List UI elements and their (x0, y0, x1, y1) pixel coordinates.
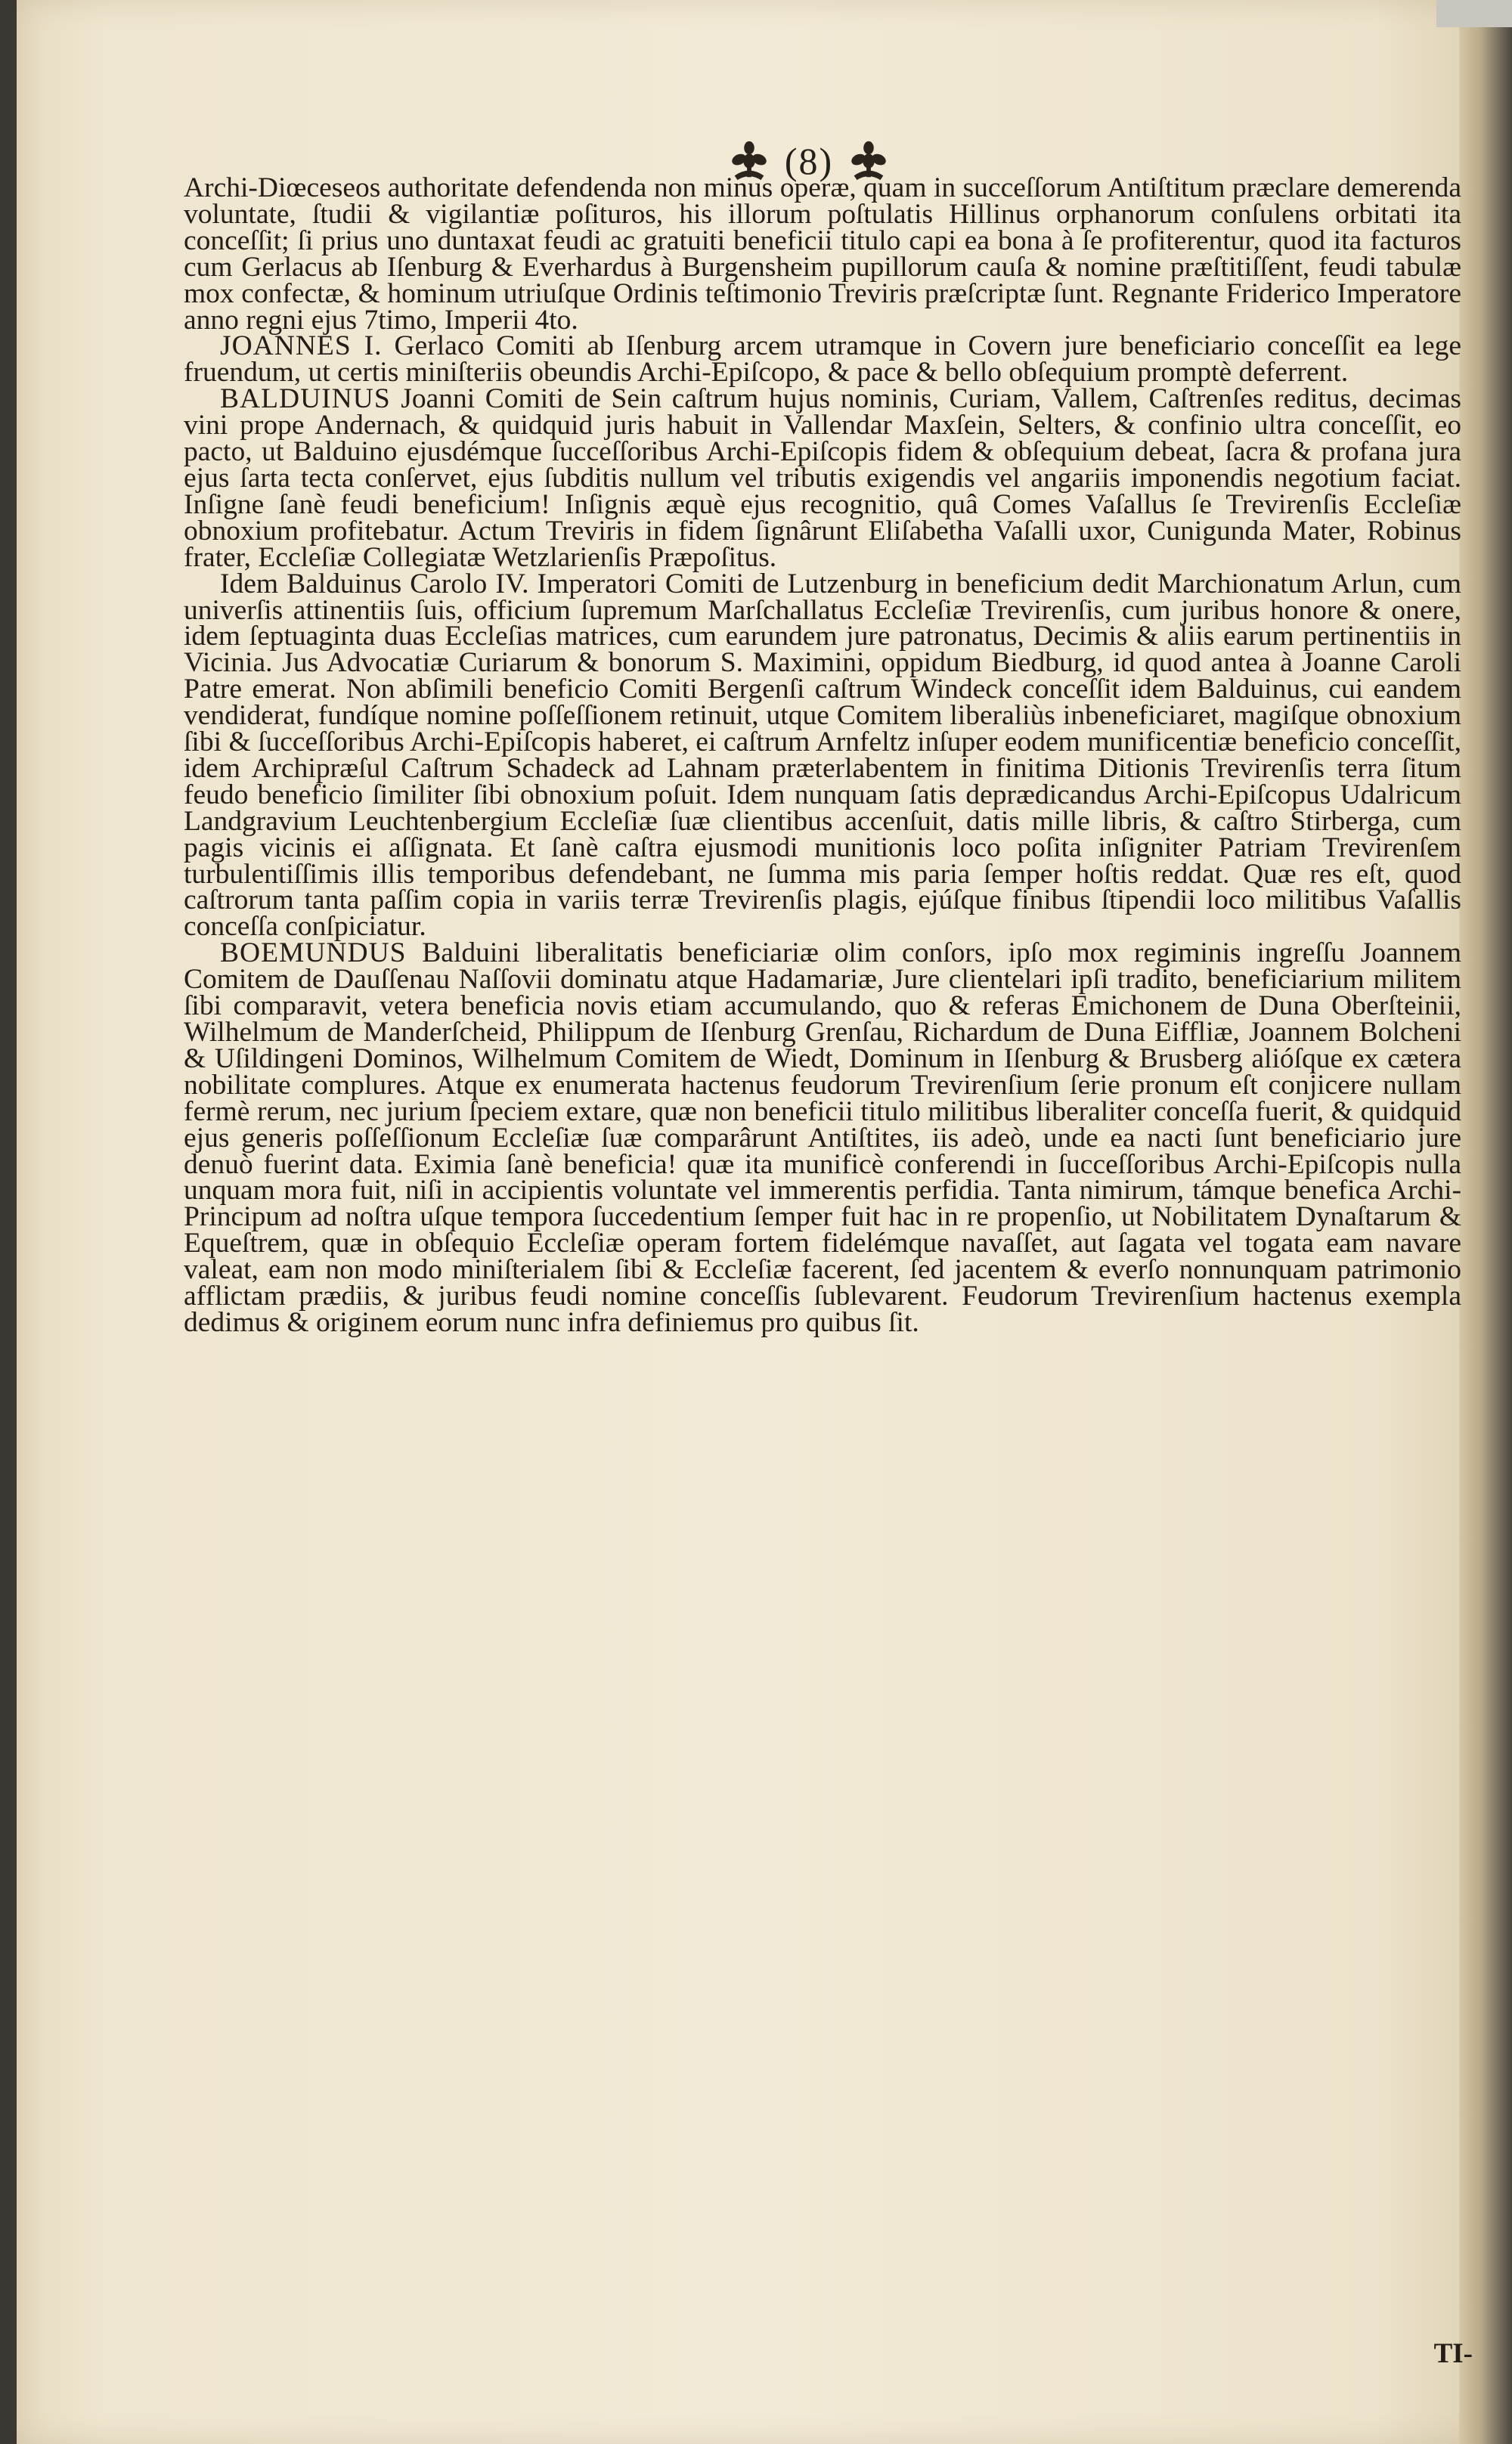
paragraph-text: Archi-Diœceseos authoritate defendenda non minus operæ, quam in succeſſorum Antiſtitum præclare demerenda voluntate, ſtudii & vigilantiæ poſituros, his illorum poſtulatis Hillinus orphanorum conſulens orbitati ita conceſſit; ſi prius uno duntaxat feudi ac gratuiti beneficii titulo capi ea bona à ſe profiterentur, quod ita facturos cum Gerlacus ab Iſenburg & Everhardus à Burgensheim pupillorum cauſa & nomine præſtitiſſent, feudi tabulæ mox confectæ, & hominum utriuſque Ordinis teſtimonio Treviris præſcriptæ ſunt. Regnante Friderico Imperatore anno regni ejus 7timo, Imperii 4to. (184, 172, 1461, 336)
catchword: TI- (1433, 2338, 1473, 2369)
paragraph-text: Idem Balduinus Carolo IV. Imperatori Comiti de Lutzenburg in beneficium dedit Marchionatum Arlun, cum univerſis attinentiis ſuis, officium ſupremum Marſchallatus Eccleſiæ Trevirenſis, cum juribus honore & onere, idem ſeptuaginta duas Eccleſias matrices, cum earundem jure patronatus, Decimis & aliis earum pertinentiis in Vicinia. Jus Advocatiæ Curiarum & bonorum S. Maximini, oppidum Biedburg, id quod antea à Joanne Caroli Patre emerat. Non abſimili beneficio Comiti Bergenſi caſtrum Windeck conceſſit idem Balduinus, cui eandem vendiderat, fundíque nomine poſſeſſionem retinuit, utque Comitem liberaliùs inbeneficiaret, magiſque obnoxium ſibi & ſucceſſoribus Archi-Epiſcopis haberet, ei caſtrum Arnfeltz inſuper eodem munificentiæ beneficio conceſſit, idem Archipræſul Caſtrum Schadeck ad Lahnam præterlabentem in finitima Ditionis Trevirenſis terra ſitum feudo beneficio ſimiliter ſibi obnoxium poſuit. Idem nunquam ſatis deprædicandus Archi-Epiſcopus Udalricum Landgravium Leuchtenbergium Eccleſiæ ſuæ clientibus accenſuit, datis mille libris, & caſtro Stirberga, cum pagis vicinis ei aſſignata. Et ſanè caſtra ejusmodi munitionis loco poſita inſigniter Patriam Trevirenſem turbulentiſſimis illis temporibus defendebant, ne ſumma mis paria ſemper hoſtis reddat. Quæ res eſt, quod caſtrorum tanta paſſim copia in variis terræ Trevirenſis plagis, ejúſque finibus ſtipendii loco militibus Vaſallis conceſſa conſpiciatur. (184, 568, 1461, 943)
paragraph (184, 568, 1461, 943)
paragraph (184, 330, 1462, 389)
paragraph-lead: JOANNES I. (220, 330, 383, 362)
scan-top-strip (1436, 0, 1512, 27)
body-text (184, 172, 1462, 1338)
page-number: (8) (784, 140, 834, 182)
paragraph-text: Gerlaco Comiti ab Iſenburg arcem utramque in Covern jure beneficiario conceſſit ea lege fruendum, ut certis miniſteriis obeundis Archi-Epiſcopo, & pace & bello obſequium promptè deferrent. (184, 330, 1462, 389)
paragraph-lead: BALDUINUS (220, 383, 391, 415)
paragraph (184, 937, 1461, 1338)
paragraph (184, 172, 1461, 336)
paragraph-text: Joanni Comiti de Sein caſtrum hujus nominis, Curiam, Vallem, Caſtrenſes reditus, decimas vini prope Andernach, & quidquid juris habuit in Vallendar Maxſein, Selters, & confinio ultra conceſſit, eo pacto, ut Balduino ejusdémque ſucceſſoribus Archi-Epiſcopis fidem & obſequium debeat, ſacra & profana jura ejus ſarta tecta conſervet, ejus ſubditis nullum vel tributis exigendis vel angariis imponendis negotium faciat. Inſigne ſanè feudi beneficium! Inſignis æquè ejus recognitio, quâ Comes Vaſallus ſe Trevirenſis Eccleſiæ obnoxium profitebatur. Actum Treviris in fidem ſignârunt Eliſabetha Vaſalli uxor, Cunigunda Mater, Robinus frater, Eccleſiæ Collegiatæ Wetzlarienſis Præpoſitus. (184, 383, 1461, 573)
paragraph-lead: BOEMUNDUS (220, 937, 407, 969)
paragraph (184, 383, 1461, 573)
page-edge-shadow (1459, 0, 1512, 2444)
paragraph-text: Balduini liberalitatis beneficiariæ olim conſors, ipſo mox regiminis ingreſſu Joannem Comitem de Dauſſenau Naſſovii dominatu atque Hadamariæ, Jure clientelari ipſi tradito, beneficiarium militem ſibi comparavit, vetera beneficia novis etiam accumulando, quo & referas Emichonem de Duna Oberſteinii, Wilhelmum de Manderſcheid, Philippum de Iſenburg Grenſau, Richardum de Duna Eiffliæ, Joannem Bolcheni & Uſildingeni Dominos, Wilhelmum Comitem de Wiedt, Dominum in Iſenburg & Brusberg alióſque ex cætera nobilitate complures. Atque ex enumerata hactenus feudorum Trevirenſium ſerie pronum eſt conjicere nullam fermè rerum, nec jurium ſpeciem extare, quæ non beneficii titulo militibus liberaliter conceſſa fuerit, & quidquid ejus generis poſſeſſionum Eccleſiæ ſuæ comparârunt Antiſtites, iis adeò, unde ea nacti ſunt beneficiario jure denuò fuerint data. Eximia ſanè beneficia! quæ ita munificè conferendi in ſucceſſoribus Archi-Epiſcopis nulla unquam mora fuit, niſi in accipientis voluntate vel immerentis perfidia. Tanta nimirum, támque benefica Archi-Principum ad noſtra uſque tempora ſuccedentium ſemper fuit hac in re propenſio, ut Nobilitatem Dynaſtarum & Equeſtrem, quæ in obſequio Eccleſiæ operam fortem fidelémque navaſſet, aut ſagata vel togata eam navare valeat, eam non modo miniſterialem ſibi & Eccleſiæ facerent, ſed jacentem & everſo nonnunquam patrimonio afflictam prædiis, & juribus feudi nomine conceſſis ſublevarent. Feudorum Trevirenſium hactenus exempla dedimus & originem eorum nunc infra definiemus pro quibus ſit. (184, 937, 1461, 1338)
